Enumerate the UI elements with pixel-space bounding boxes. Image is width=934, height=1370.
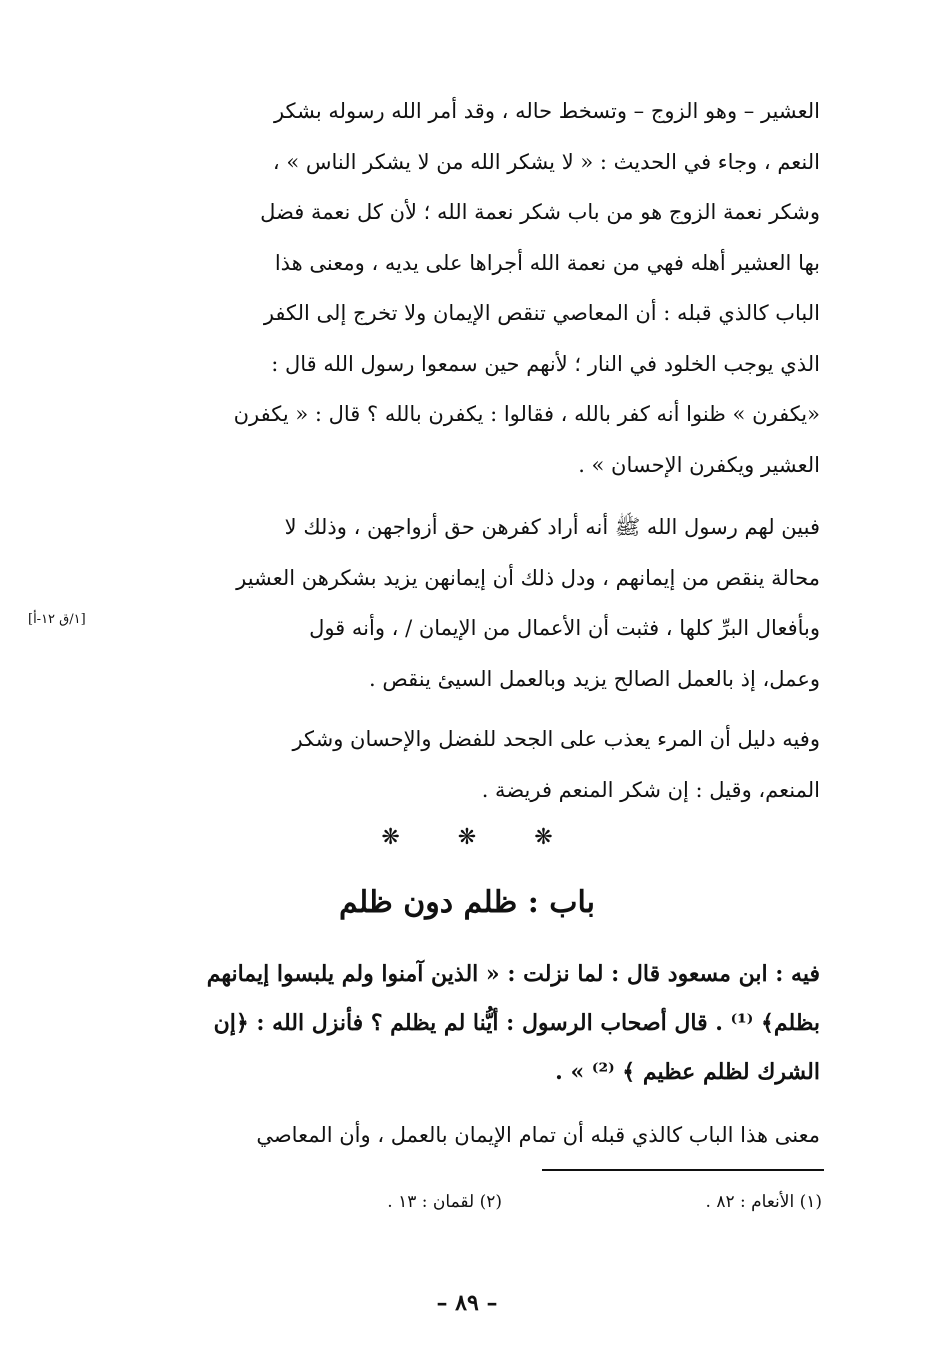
- text-line: وبأفعال البرِّ كلها ، فثبت أن الأعمال من الإيمان / ، وأنه قول: [309, 616, 820, 640]
- footnote-divider: [542, 1169, 824, 1171]
- section-separator: ❋❋❋: [381, 825, 611, 850]
- hadith-text: [140, 950, 820, 1097]
- text-line: بظلم﴾ ⁽¹⁾ . قال أصحاب الرسول : أيُّنا لم يظلم ؟ فأنزل الله : ﴿إن: [213, 1010, 820, 1036]
- text-line: الذي يوجب الخلود في النار ؛ لأنهم حين سمعوا رسول الله قال :: [271, 351, 820, 376]
- text-line: الباب كالذي قبله : أن المعاصي تنقص الإيمان ولا تخرج إلى الكفر: [263, 301, 820, 325]
- chapter-heading: باب : ظلم دون ظلم: [338, 885, 595, 920]
- paragraph-3: [140, 714, 820, 815]
- text-line: محالة ينقص من إيمانهم ، ودل ذلك أن إيمانهن يزيد بشكرهن العشير: [236, 565, 820, 590]
- text-line: معنى هذا الباب كالذي قبله أن تمام الإيمان بالعمل ، وأن المعاصي: [256, 1123, 820, 1147]
- text-line: بها العشير أهله فهي من نعمة الله أجراها على يديه ، ومعنى هذا: [274, 250, 820, 275]
- text-line: «يكفرن » ظنوا أنه كفر بالله ، فقالوا : يكفرن بالله ؟ قال : « يكفرن: [233, 402, 820, 426]
- footnote-2: (٢) لقمان : ١٣ .: [387, 1192, 502, 1212]
- page-number: – ٨٩ –: [436, 1290, 498, 1316]
- text-line: وعمل، إذ بالعمل الصالح يزيد وبالعمل السيئ ينقص .: [369, 666, 820, 691]
- text-line: الشرك لظلم عظيم ﴾ ⁽²⁾ » .: [555, 1059, 820, 1085]
- paragraph-4: [140, 1110, 820, 1161]
- footnote-1: (١) الأنعام : ٨٢ .: [705, 1192, 822, 1212]
- text-line: المنعم، وقيل : إن شكر المنعم فريضة .: [481, 777, 820, 802]
- text-line: العشير – وهو الزوج – وتسخط حاله ، وقد أمر الله رسوله بشكر: [273, 99, 820, 123]
- text-line: العشير ويكفرن الإحسان » .: [578, 452, 820, 477]
- text-line: فيه : ابن مسعود قال : لما نزلت : « الذين آمنوا ولم يلبسوا إيمانهم: [206, 961, 820, 987]
- text-line: النعم ، وجاء في الحديث : « لا يشكر الله من لا يشكر الناس » ،: [272, 149, 820, 174]
- text-line: وفيه دليل أن المرء يعذب على الجحد للفضل والإحسان وشكر: [292, 727, 820, 751]
- manuscript-folio-note: [١/ق ١٢-أ]: [28, 612, 86, 627]
- paragraph-2: [140, 502, 820, 704]
- text-line: فبين لهم رسول الله ﷺ أنه أراد كفرهن حق أزواجهن ، وذلك لا: [284, 515, 820, 539]
- text-line: وشكر نعمة الزوج هو من باب شكر نعمة الله ؛ لأن كل نعمة فضل: [260, 200, 820, 224]
- paragraph-1: [140, 86, 820, 490]
